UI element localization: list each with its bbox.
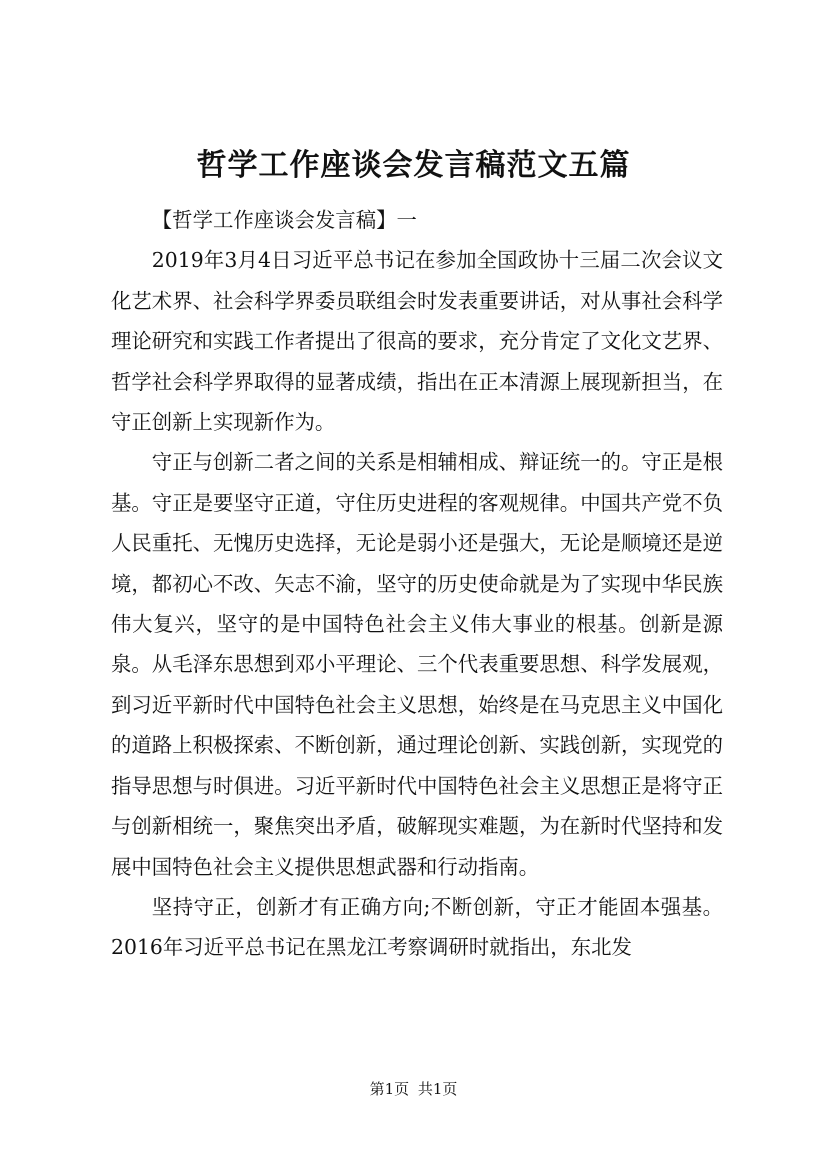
document-title: 哲学工作座谈会发言稿范文五篇 bbox=[196, 148, 631, 183]
document-body bbox=[111, 200, 723, 968]
paragraph-3: 坚持守正，创新才有正确方向;不断创新，守正才能固本强基。2016年习近平总书记在黑龙江考察调研时就指出，东北发 bbox=[111, 894, 723, 960]
page-number: 第1页 bbox=[369, 1080, 410, 1098]
paragraph-2: 守正与创新二者之间的关系是相辅相成、辩证统一的。守正是根基。守正是要坚守正道，守住历史进程的客观规律。中国共产党不负人民重托、无愧历史选择，无论是弱小还是强大，无论是顺境还是逆境，都初心不改、矢志不渝，坚守的历史使命就是为了实现中华民族伟大复兴，坚守的是中国特色社会主义伟大事业的根基。创新是源泉。从毛泽东思想到邓小平理论、三个代表重要思想、科学发展观，到习近平新时代中国特色社会主义思想，始终是在马克思主义中国化的道路上积极探索、不断创新，通过理论创新、实践创新，实现党的指导思想与时俱进。习近平新时代中国特色社会主义思想正是将守正与创新相统一，聚焦突出矛盾，破解现实难题，为在新时代坚持和发展中国特色社会主义提供思想武器和行动指南。 bbox=[111, 450, 723, 879]
page-total: 共1页 bbox=[417, 1080, 458, 1098]
paragraph-1: 2019年3月4日习近平总书记在参加全国政协十三届二次会议文化艺术界、社会科学界委员联组会时发表重要讲话，对从事社会科学理论研究和实践工作者提出了很高的要求，充分肯定了文化文艺界、哲学社会科学界取得的显著成绩，指出在正本清源上展现新担当，在守正创新上实现新作为。 bbox=[111, 248, 723, 435]
page-footer bbox=[0, 1079, 827, 1099]
section-heading: 【哲学工作座谈会发言稿】一 bbox=[151, 208, 417, 232]
